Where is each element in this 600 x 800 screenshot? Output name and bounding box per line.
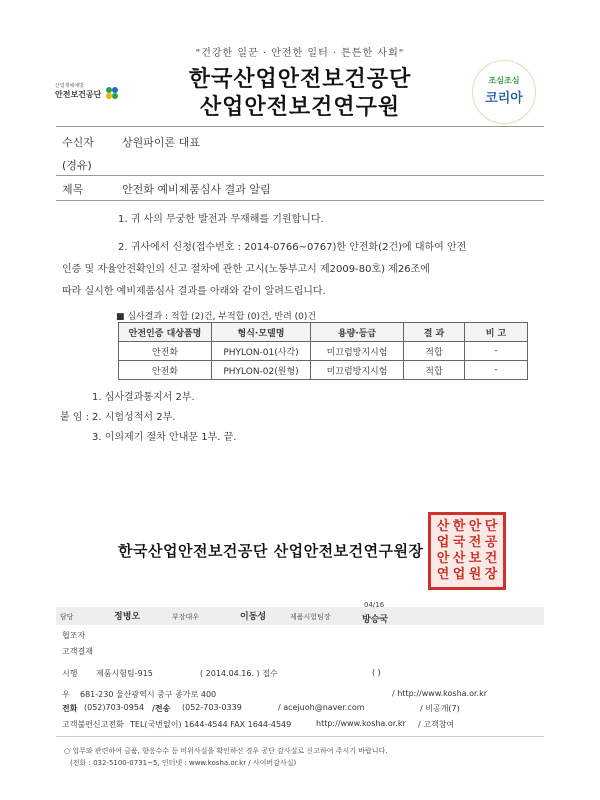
divider xyxy=(56,126,544,127)
customer-participation: / 고객참여 xyxy=(418,720,455,729)
attachment-item: 2. 시험성적서 2부. xyxy=(92,412,176,423)
seal-character: 연 xyxy=(436,567,450,582)
org-name-line1: 한국산업안전보건공단 xyxy=(188,67,412,92)
divider xyxy=(56,736,544,737)
table-cell: PHYLON-02(원형) xyxy=(212,361,311,380)
table-cell: - xyxy=(465,342,528,361)
table-header-row xyxy=(119,323,528,342)
approver2-name: 이동성 xyxy=(240,612,267,622)
paragraph-1: 1. 귀 사의 무궁한 발전과 무재해를 기원합니다. xyxy=(118,214,324,225)
seal-character: 업 xyxy=(436,535,450,550)
approver3-label: 제품시험팀장 xyxy=(290,613,331,621)
table-header-cell: 안전인증 대상품명 xyxy=(119,323,212,342)
table-header-cell: 결 과 xyxy=(404,323,465,342)
attachment-item: 1. 심사결과통지서 2부. xyxy=(92,392,195,403)
seal-character: 안 xyxy=(468,519,482,534)
approver1-name: 정병오 xyxy=(114,612,141,622)
safety-korea-main: 코리아 xyxy=(485,91,523,106)
table-header-cell: 용량·등급 xyxy=(311,323,404,342)
official-seal xyxy=(428,512,506,590)
tel-label: 전화 xyxy=(62,704,78,713)
homepage-link-2[interactable]: http://www.kosha.or.kr xyxy=(316,719,406,728)
paragraph-2b: 인증 및 자율안전확인의 신고 절차에 관한 고시(노동부고시 제2009-80호) 제26조에 xyxy=(62,264,430,275)
exec-date: ( 2014.04.16. ) 접수 xyxy=(200,669,278,678)
seal-character: 국 xyxy=(452,535,466,550)
logo-name: 안전보건공단 xyxy=(55,90,102,99)
table-cell: PHYLON-01(사각) xyxy=(212,342,311,361)
approver2-label: 부장대우 xyxy=(172,613,200,621)
logo-subtitle: 산업재해예방 xyxy=(55,83,84,89)
table-header-cell: 비 고 xyxy=(465,323,528,342)
seal-character: 산 xyxy=(436,519,450,534)
recipient-label: 수신자 xyxy=(62,136,94,149)
seal-character: 원 xyxy=(468,567,482,582)
seal-character: 한 xyxy=(452,519,466,534)
table-cell: 미끄럼방지시험 xyxy=(311,361,404,380)
slogan: "건강한 일꾼 · 안전한 일터 · 튼튼한 사회" xyxy=(195,48,405,59)
issuer-signature: 한국산업안전보건공단 산업안전보건연구원장 xyxy=(118,542,424,560)
attachment-label: 붙 임 : xyxy=(60,412,90,423)
results-table xyxy=(118,322,528,380)
seal-character: 보 xyxy=(468,551,482,566)
seal-character: 산 xyxy=(452,551,466,566)
exec-label: 시행 xyxy=(62,669,78,678)
approver3-date: 04/16 xyxy=(364,601,385,609)
table-header-cell: 형식·모델명 xyxy=(212,323,311,342)
tel-number: (052)703-0954 xyxy=(84,703,145,712)
seal-character: 업 xyxy=(452,567,466,582)
customer-approval-label: 고객결재 xyxy=(62,647,93,656)
subject-label: 제목 xyxy=(62,183,84,196)
notice-line-1: ○ 업무와 관련하여 금품, 향응수수 등 비위사실을 확인하신 경우 공단 감사실로 신고하여 주시기 바랍니다. xyxy=(64,747,388,755)
seal-characters xyxy=(435,519,499,583)
seal-character: 안 xyxy=(436,551,450,566)
via-label: (경유) xyxy=(62,159,92,172)
fax-number: (052-703-0339 xyxy=(182,703,242,712)
table-cell: - xyxy=(465,361,528,380)
table-cell: 적합 xyxy=(404,361,465,380)
complaint-center-label: 고객불편신고전화 xyxy=(62,720,124,729)
paragraph-2a: 2. 귀사에서 신청(접수번호 : 2014-0766~0767)한 안전화(2건)에 대하여 안전 xyxy=(118,242,467,253)
exec-receipt-box: ( ) xyxy=(372,668,381,677)
table-cell: 적합 xyxy=(404,342,465,361)
paragraph-2c: 따라 실시한 예비제품심사 결과를 아래와 같이 알려드립니다. xyxy=(62,286,326,297)
recipient-value: 상원파이론 대표 xyxy=(122,136,200,149)
address: 681-230 울산광역시 중구 종가로 400 xyxy=(80,690,217,699)
cooperator-label: 협조자 xyxy=(62,631,86,640)
email-link[interactable]: / acejuoh@naver.com xyxy=(278,703,365,712)
safety-korea-logo xyxy=(472,60,536,124)
safety-korea-top: 조심조심 xyxy=(488,76,520,85)
complaint-center-numbers: TEL(국번없이) 1644-4544 FAX 1644-4549 xyxy=(130,720,292,729)
notice-line-2: (전화 : 032-5100-0731~5, 인터넷 : www.kosha.or.kr / 사이버감사실) xyxy=(70,759,297,767)
org-name-line2: 산업안전보건연구원 xyxy=(199,95,401,120)
results-summary: ■ 심사결과 : 적합 (2)건, 부적합 (0)건, 반려 (0)건 xyxy=(116,312,317,322)
approver3-name: 방승국 xyxy=(362,615,389,625)
table-row xyxy=(119,361,528,380)
seal-character: 건 xyxy=(484,551,498,566)
homepage-link[interactable]: / http://www.kosha.or.kr xyxy=(392,689,488,698)
table-cell: 미끄럼방지시험 xyxy=(311,342,404,361)
table-cell: 안전화 xyxy=(119,361,212,380)
divider xyxy=(56,200,544,201)
seal-character: 전 xyxy=(468,535,482,550)
table-row xyxy=(119,342,528,361)
seal-character: 공 xyxy=(484,535,498,550)
subject-value: 안전화 예비제품심사 결과 알림 xyxy=(122,183,271,196)
fax-label: /전송 xyxy=(152,704,171,713)
divider xyxy=(56,175,544,176)
seal-character: 장 xyxy=(484,567,498,582)
exec-value: 제품시험팀-915 xyxy=(96,669,153,678)
disclosure-status: / 비공개(7) xyxy=(420,704,460,713)
approver1-label: 담당 xyxy=(60,613,74,621)
attachment-item: 3. 이의제기 절차 안내문 1부. 끝. xyxy=(92,432,237,443)
address-label: 우 xyxy=(62,690,70,699)
seal-character: 단 xyxy=(484,519,498,534)
table-cell: 안전화 xyxy=(119,342,212,361)
